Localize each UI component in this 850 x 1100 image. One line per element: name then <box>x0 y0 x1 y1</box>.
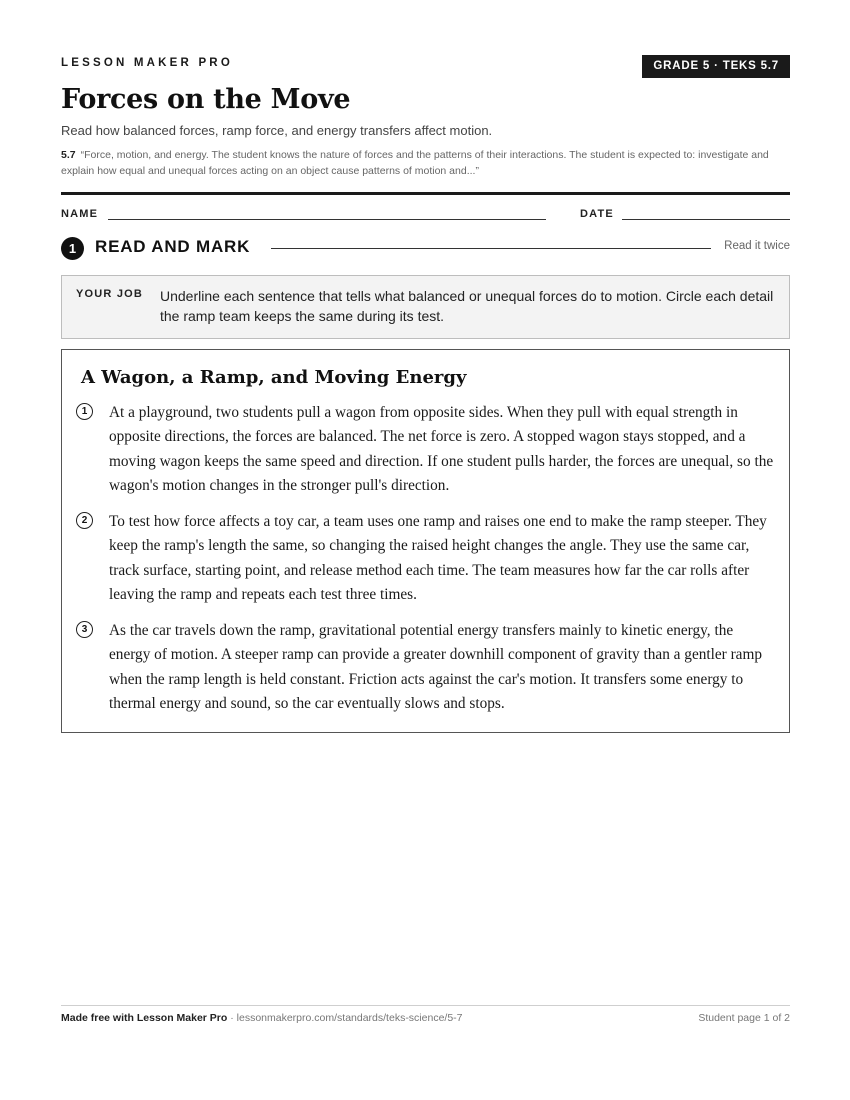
standard-code: 5.7 <box>61 149 76 161</box>
paragraph-number: 3 <box>76 621 93 638</box>
footer-divider <box>61 1005 790 1006</box>
section-title: READ AND MARK <box>95 237 251 256</box>
passage-title: A Wagon, a Ramp, and Moving Energy <box>81 367 467 388</box>
section-divider <box>271 248 711 249</box>
name-field[interactable] <box>108 219 546 220</box>
grade-badge: GRADE 5 · TEKS 5.7 <box>642 55 790 78</box>
worksheet-page <box>61 0 790 1100</box>
footer-brand: Made free with Lesson Maker Pro <box>61 1012 228 1024</box>
instructions-box <box>61 275 790 339</box>
brand-name: LESSON MAKER PRO <box>61 57 233 69</box>
date-label: DATE <box>580 208 614 220</box>
page-indicator: Student page 1 of 2 <box>698 1012 790 1024</box>
paragraph-text: As the car travels down the ramp, gravitational potential energy transfers mainly to kinetic energy, the energy of motion. A steeper ramp can provide a greater downhill component of gravity than a gentler ramp when the ramp length is held constant. Friction acts against the car's motion. It transfers some energy to thermal energy and sound, so the car eventually slows and stops. <box>109 622 763 712</box>
header-divider <box>61 192 790 195</box>
section-hint: Read it twice <box>724 240 790 252</box>
paragraph-text: At a playground, two students pull a wagon from opposite sides. When they pull with equal strength in opposite directions, the forces are balanced. The net force is zero. A stopped wagon stays stopped, and a moving wagon keeps the same speed and direction. If one student pulls harder, the forces are unequal, so the wagon's motion changes in the stronger pull's direction. <box>109 404 774 494</box>
paragraph-number: 2 <box>76 512 93 529</box>
footer-separator: · <box>227 1012 237 1024</box>
reading-passage <box>61 349 790 733</box>
page-title: Forces on the Move <box>61 84 351 115</box>
standard-statement <box>61 147 790 179</box>
paragraph-number: 1 <box>76 403 93 420</box>
standard-text: “Force, motion, and energy. The student knows the nature of forces and the patterns of their interactions. The student is expected to: investigate and explain how equal and unequal forces acting on an object cause patterns of motion and...” <box>61 149 769 177</box>
footer-url[interactable]: lessonmakerpro.com/standards/teks-science/5-7 <box>236 1012 463 1024</box>
instructions-label: YOUR JOB <box>76 288 144 300</box>
section-number-badge: 1 <box>61 237 84 260</box>
instructions-text: Underline each sentence that tells what balanced or unequal forces do to motion. Circle each detail the ramp team keeps the same during its test. <box>160 288 774 324</box>
date-field[interactable] <box>622 219 790 220</box>
footer-credit <box>61 1012 463 1024</box>
paragraph-text: To test how force affects a toy car, a team uses one ramp and raises one end to make the ramp steeper. They keep the ramp's length the same, so changing the raised height changes the angle. They use the same car, track surface, starting point, and release method each time. The team measures how far the car rolls after leaving the ramp and repeats each test three times. <box>109 513 767 603</box>
page-subtitle: Read how balanced forces, ramp force, and energy transfers affect motion. <box>61 123 493 138</box>
name-label: NAME <box>61 208 99 220</box>
